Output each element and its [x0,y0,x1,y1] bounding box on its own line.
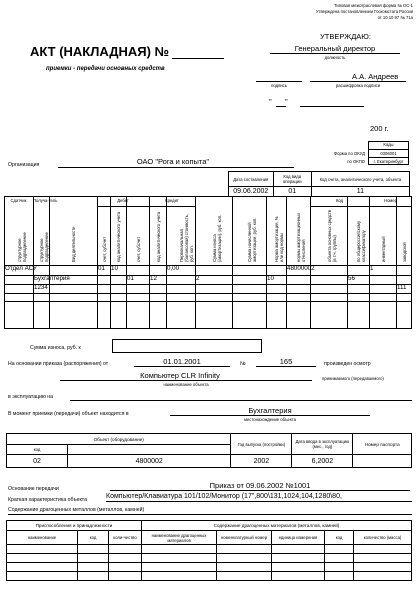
organization-label: Организация [8,162,40,168]
basis-operation-line [70,400,412,401]
object-value-1: 02 [7,455,68,468]
order-value: Приказ от 09.06.2002 №1001 [209,481,311,490]
main-table-cell: 2 [196,275,200,282]
approve-name-caption: расшифровка подписи [335,83,381,88]
vertical-header-6: счет, субсчет [135,236,141,262]
main-table-cell: 48000002 [287,265,315,272]
devices-row [7,554,412,563]
header-sender: Сдатчик [10,198,27,203]
approve-position-caption: должность [324,55,346,60]
object-value-3: 2002 [231,455,292,468]
codes-okud-label: Форма по ОКУД [333,151,365,156]
basis-number: 165 [279,357,293,366]
object-col-passport: Номер паспорта [353,434,412,455]
document-title: АКТ (НАКЛАДНАЯ) № [30,44,170,59]
doc-col-op-header: Код вида операции [273,172,311,187]
vertical-header-12: нормы амортизационных отчислений [296,212,306,262]
basis-suffix: произведен осмотр [324,361,371,367]
main-table-row-divider [4,284,412,285]
main-table-cell: 1234 [34,284,48,291]
vertical-header-11: Норма амортизации, % или код нормы [274,216,284,262]
title-number-line [172,58,224,59]
number-group-line [369,206,412,207]
vertical-header-5: код аналитического учета [116,211,121,262]
approve-name: А.А. Андреев [352,72,399,81]
object-col-year: Год выпуска (постройки) [231,434,292,455]
main-table-cell: 10 [267,275,274,282]
approve-position-line [270,53,400,54]
form-note-line3: от 10 10 97 № 71а [377,15,413,20]
devices-row [7,563,412,572]
devices-group-accessories: Приспособления и принадлежности [7,521,142,531]
object-value-5 [353,455,412,468]
document-header-table [228,171,410,197]
main-table-col-divider [126,196,127,329]
devices-row [7,545,412,554]
sum-value-box [112,339,262,353]
main-table [4,196,412,329]
main-table-cell: 56 [348,275,355,282]
approve-month-line [300,106,364,107]
vertical-header-3: Вид деятельности [71,226,76,262]
approve-sign-line [256,81,302,82]
vertical-header-7: код аналитического учета [155,211,161,262]
approve-name-line [310,81,406,82]
vertical-header-13: объекта основных средств (в т.ч. группы) [326,210,337,262]
header-receiver: Получа-тель [33,198,58,203]
devices-col-amount: количество (масса) [354,531,412,545]
main-table-col-divider [97,196,98,329]
object-value-2: 4800002 [68,455,231,468]
metals-label: Содержание драгоценных металлов (металлов, камней) [8,507,145,513]
approve-day-line [276,106,286,107]
main-table-col-divider [49,196,50,329]
approve-quote-close: " [285,97,288,106]
main-table-col-divider [396,196,397,329]
vertical-header-9: Сумма износа (амортизации), руб. коп. [211,214,222,262]
header-credit: Кредит [165,198,179,203]
basis-dept-line [170,415,370,416]
devices-col-code: код [78,531,109,545]
debit-group-line [97,206,149,207]
devices-col-qty: коли-чество [109,531,142,545]
devices-row [7,572,412,581]
characteristics-line [106,501,412,502]
codes-okpo-value: г. Екатеринбург [373,159,404,164]
codes-divider-2 [368,157,409,158]
basis-label: На основании приказа (распоряжения) от [8,361,109,367]
header-number: Номер [384,198,397,203]
main-table-col-divider [110,196,111,329]
sum-label: Сумма износа, руб. к [30,345,81,351]
characteristics-label: Краткая характеристика объекта [8,497,87,503]
devices-table [6,520,412,581]
object-value-4: 6,2002 [292,455,353,468]
devices-col-unit: единица измерения [272,531,325,545]
order-line [110,490,410,491]
basis-date: 01.01.2001 [163,357,201,366]
header-debit: Дебет [117,198,129,203]
codes-divider-1 [368,149,409,150]
basis-number-line [256,366,316,367]
main-table-cell: 111 [397,284,407,291]
characteristics-value: Компьютер/Клавиатура 101/102/Монитор (17",800\131,1024,104,1280\80, [106,493,342,500]
basis-dept-caption: местонахождение объекта [244,417,296,422]
codes-okud-value: 0306001 [380,151,397,156]
basis-object-caption: наименование объекта [163,382,209,387]
basis-operation-label: в эксплуатацию на [8,394,54,400]
metals-line [8,514,412,515]
credit-group-line [149,206,195,207]
main-table-row-divider [4,301,412,302]
vertical-header-8: Первоначальная (балансовая) стоимость, руб. коп. [178,213,194,262]
object-col-date: Дата ввода в эксплуатацию (мес., год) [292,434,353,455]
header-code: Код [335,198,344,203]
codes-okpo-label: по ОКПО [347,159,365,164]
doc-account-value: 11 [311,187,409,197]
object-col-code: код [7,445,68,455]
vertical-header-16: заводской [402,242,407,262]
basis-number-label: № [240,361,246,367]
main-table-col-divider [232,196,233,329]
doc-op-value: 01 [273,187,311,197]
main-table-cell: 12 [150,275,157,282]
main-table-col-divider [266,196,267,329]
vertical-header-10: Сумма начисленной амортизации, руб. коп. [247,217,257,262]
organization-value: ОАО "Рога и копыта" [136,157,210,166]
object-table [6,433,412,468]
devices-col-metal-name: наименование драгоценных материалов [142,531,217,545]
main-table-cell: 01 [127,275,134,282]
devices-col-name: наименование [7,531,78,545]
doc-col-date-header: Дата составления [229,172,274,187]
main-table-cell: 0,00 [167,265,180,272]
approve-heading: УТВЕРЖДАЮ: [320,32,371,41]
code-group-line [310,206,369,207]
basis-object: Компьютер CLR Infinity [140,371,220,380]
main-table-col-divider [369,196,370,329]
basis-dept-value: Бухгалтерия [248,406,292,415]
main-table-col-divider [310,196,311,329]
main-table-col-divider [347,196,348,329]
main-table-cell: 1 [370,265,374,272]
main-table-cell: 01 [98,265,105,272]
main-table-col-divider [195,196,196,329]
form-note-line2: Утверждена постановлением Госкомстата России [315,9,413,14]
main-table-cell: 10 [111,265,118,272]
basis-accept-label: принимаемого (передаваемого) [322,376,384,381]
main-table-header-divider [4,265,412,266]
main-table-cell: Отдел АСУ [5,265,37,272]
main-table-row-divider [4,293,412,294]
doc-col-account-header: Код счета, аналитического учета, объекта [311,172,409,187]
approve-quote-open: " [269,97,272,106]
main-table-col-divider [286,196,287,329]
organization-line [58,167,294,168]
devices-group-metals: Содержание драгоценных материалов (металлов, камней) [142,521,412,531]
object-col-object: Объект (оборудование) [7,434,231,445]
devices-col-unit-code: код [325,531,354,545]
vertical-header-15: инвентарный [380,236,386,262]
approve-position: Генеральный директор [294,44,376,53]
basis-dept-label: В момент приемки (передачи) объект находится в [8,411,129,417]
form-note-line1: Типовая межотраслевая форма № ОС-1 [334,3,413,8]
main-table-col-divider [149,196,150,329]
vertical-header-4: счет, субсчет [101,236,107,262]
main-table-col-divider [166,196,167,329]
devices-col-item-number: номенклатурный номер [217,531,272,545]
vertical-header-2: структурное подразделение [39,232,49,262]
doc-date-value: 09.06.2002 [229,187,274,197]
object-col-blank [68,445,231,455]
approve-sign-caption: подпись [271,83,287,88]
main-table-col-divider [33,196,34,329]
codes-header: Коды [383,142,394,147]
vertical-header-14: по общероссийскому классификатору [356,220,366,262]
vertical-header-1: структурное подразделение [16,232,27,262]
basis-date-line [134,366,230,367]
basis-object-line [60,380,312,381]
main-table-cell: Бухгалтерия [34,275,70,282]
order-label: Основание передачи [8,486,59,492]
approve-year: 200 г. [370,124,389,133]
document-subtitle: приемки - передачи основных средств [46,66,165,72]
